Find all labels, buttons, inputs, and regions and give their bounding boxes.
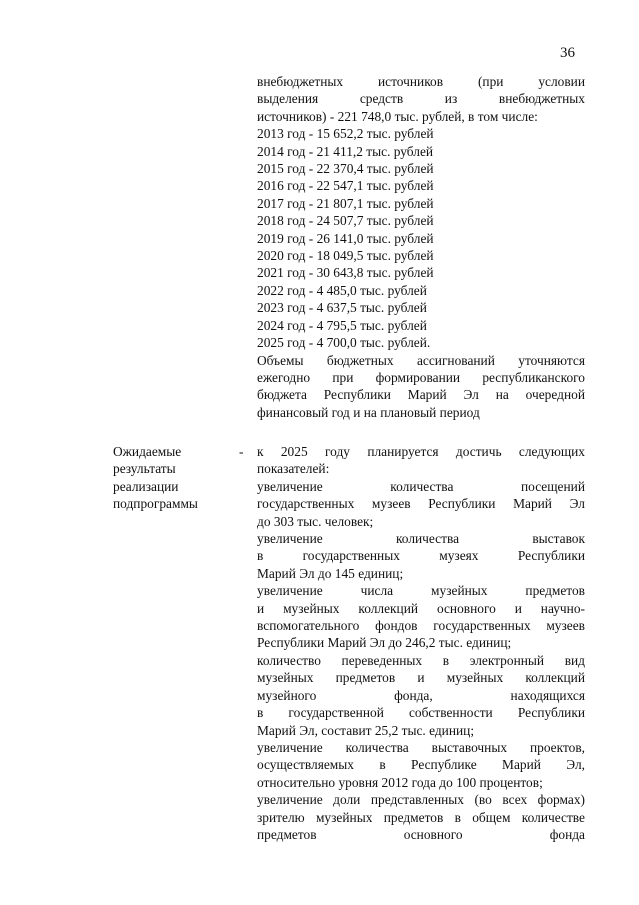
funding-year-line: 2015 год - 22 370,4 тыс. рублей xyxy=(257,161,434,177)
results-text xyxy=(257,443,585,843)
result-line: увеличение количества посещений xyxy=(257,478,585,494)
result-line: вспомогательного фондов государственных музеев xyxy=(257,618,585,634)
label-line: подпрограммы xyxy=(113,496,198,512)
result-line: в государственных музеях Республики xyxy=(257,548,585,564)
funding-text xyxy=(257,73,585,421)
funding-year-line: 2016 год - 22 547,1 тыс. рублей xyxy=(257,178,434,194)
funding-year-line: 2025 год - 4 700,0 тыс. рублей. xyxy=(257,335,431,351)
result-line: относительно уровня 2012 года до 100 процентов; xyxy=(257,774,543,790)
result-line: увеличение количества выставок xyxy=(257,531,585,547)
result-line: государственных музеев Республики Марий Эл xyxy=(257,496,585,512)
result-line: Марий Эл, составит 25,2 тыс. единиц; xyxy=(257,722,475,738)
label-line: Ожидаемые xyxy=(113,444,182,459)
funding-years-list xyxy=(257,125,585,351)
result-line: Марий Эл до 145 единиц; xyxy=(257,565,404,581)
text-line: финансовый год и на плановый период xyxy=(257,404,480,420)
result-line: количество переведенных в электронный вид xyxy=(257,652,585,668)
page-number: 36 xyxy=(560,45,575,61)
funding-year-line: 2022 год - 4 485,0 тыс. рублей xyxy=(257,282,427,298)
result-line: увеличение доли представленных (во всех формах) xyxy=(257,792,585,808)
funding-year-line: 2018 год - 24 507,7 тыс. рублей xyxy=(257,213,434,229)
text-line: внебюджетных источников (при условии xyxy=(257,74,585,89)
result-line: увеличение числа музейных предметов xyxy=(257,583,585,599)
result-line: музейных предметов и музейных коллекций xyxy=(257,670,585,686)
result-line: к 2025 году планируется достичь следующих xyxy=(257,444,585,459)
funding-year-line: 2023 год - 4 637,5 тыс. рублей xyxy=(257,300,427,316)
text-line: Объемы бюджетных ассигнований уточняются xyxy=(257,352,585,368)
funding-year-line: 2013 год - 15 652,2 тыс. рублей xyxy=(257,126,434,142)
result-line: осуществляемых в Республике Марий Эл, xyxy=(257,757,585,773)
label-line: результаты xyxy=(113,461,176,477)
result-line: в государственной собственности Республики xyxy=(257,705,585,721)
funding-year-line: 2024 год - 4 795,5 тыс. рублей xyxy=(257,317,427,333)
text-line: выделения средств из внебюджетных xyxy=(257,91,585,107)
funding-year-line: 2021 год - 30 643,8 тыс. рублей xyxy=(257,265,434,281)
result-line: до 303 тыс. человек; xyxy=(257,513,374,529)
result-line: Республики Марий Эл до 246,2 тыс. единиц; xyxy=(257,635,512,651)
funding-year-line: 2020 год - 18 049,5 тыс. рублей xyxy=(257,248,434,264)
text-line: источников) - 221 748,0 тыс. рублей, в том числе: xyxy=(257,108,538,124)
label-line: реализации xyxy=(113,478,179,494)
funding-year-line: 2019 год - 26 141,0 тыс. рублей xyxy=(257,230,434,246)
result-line: показателей: xyxy=(257,461,330,477)
section-label xyxy=(113,443,233,513)
dash-separator: - xyxy=(239,444,244,459)
result-line: музейного фонда, находящихся xyxy=(257,687,585,703)
text-line: ежегодно при формировании республиканского xyxy=(257,369,585,385)
result-line: предметов основного фонда xyxy=(257,826,585,842)
text-line: бюджета Республики Марий Эл на очередной xyxy=(257,387,585,403)
funding-year-line: 2017 год - 21 807,1 тыс. рублей xyxy=(257,195,434,211)
result-line: и музейных коллекций основного и научно- xyxy=(257,600,585,616)
result-line: зрителю музейных предметов в общем количестве xyxy=(257,809,585,825)
funding-year-line: 2014 год - 21 411,2 тыс. рублей xyxy=(257,143,434,159)
result-line: увеличение количества выставочных проектов, xyxy=(257,739,585,755)
